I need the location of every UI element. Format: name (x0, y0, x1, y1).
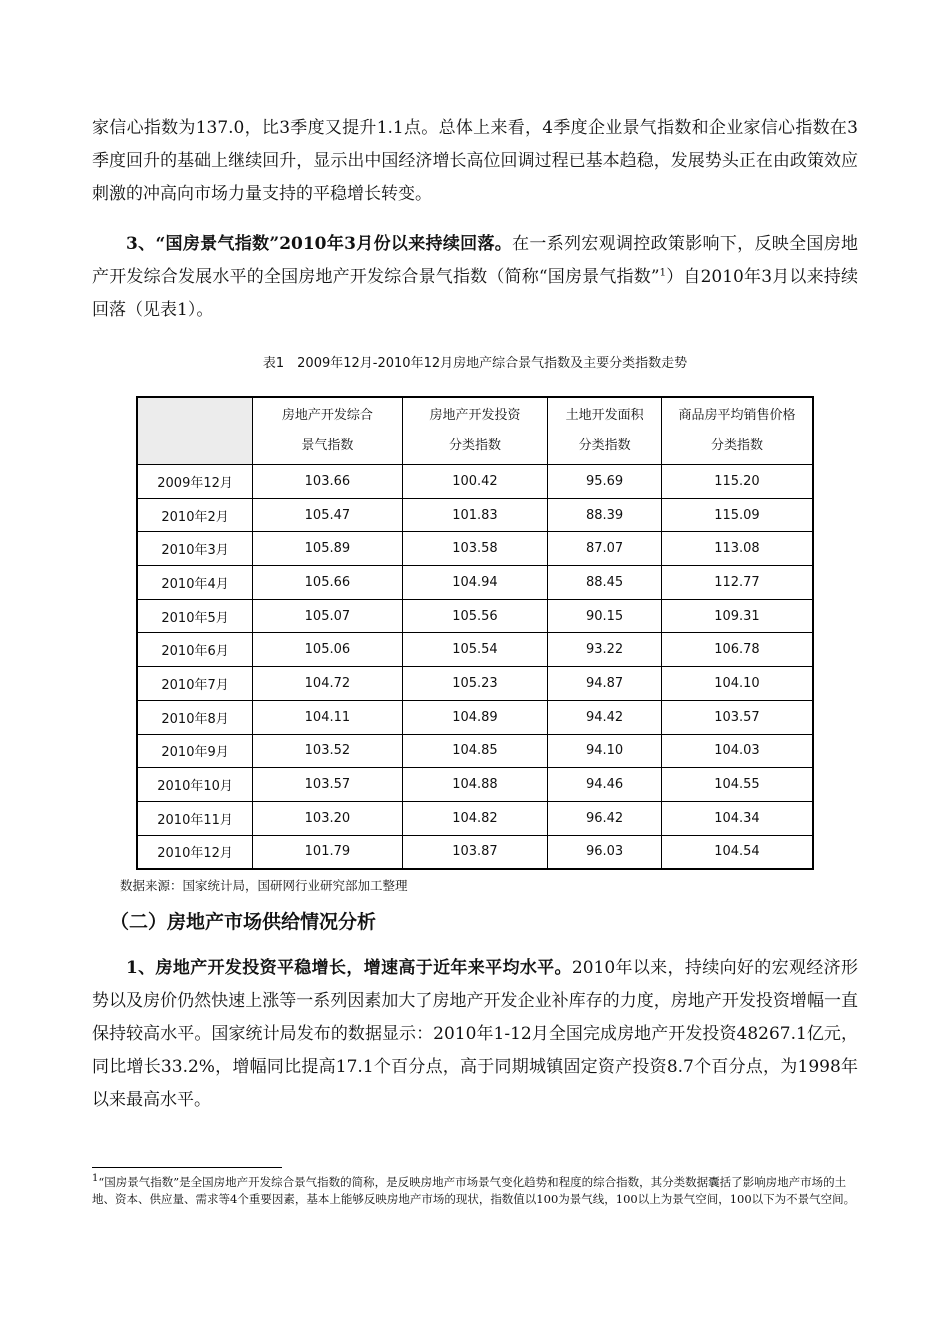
table-cell: 103.20 (253, 801, 403, 835)
table-cell: 104.11 (253, 700, 403, 734)
row-label: 2010年3月 (137, 532, 253, 566)
table-cell: 103.66 (253, 465, 403, 499)
table-row (137, 532, 813, 566)
table-row (137, 633, 813, 667)
table-cell: 112.77 (661, 566, 813, 600)
table-cell: 115.09 (661, 498, 813, 532)
table-row (137, 835, 813, 869)
table-cell: 104.72 (253, 667, 403, 701)
table-cell: 104.85 (402, 734, 548, 768)
table-cell: 105.47 (253, 498, 403, 532)
column-header: 房地产开发投资 分类指数 (402, 397, 548, 465)
row-label: 2010年10月 (137, 768, 253, 802)
section-heading: （二）房地产市场供给情况分析 (110, 911, 377, 933)
table-row (137, 734, 813, 768)
paragraph-lead: 1、房地产开发投资平稳增长，增速高于近年来平均水平。 (126, 958, 572, 978)
table-cell: 96.42 (548, 801, 662, 835)
table-cell: 105.07 (253, 599, 403, 633)
table-cell: 105.23 (402, 667, 548, 701)
table-cell: 101.83 (402, 498, 548, 532)
table-cell: 103.87 (402, 835, 548, 869)
footnote-ref[interactable]: 1 (659, 267, 667, 279)
index-table (136, 396, 814, 870)
paragraph-investment (92, 952, 858, 1117)
table-source-note: 数据来源：国家统计局，国研网行业研究部加工整理 (120, 878, 408, 893)
table-cell: 87.07 (548, 532, 662, 566)
table-cell: 105.89 (253, 532, 403, 566)
table-cell: 104.55 (661, 768, 813, 802)
table-cell: 103.57 (661, 700, 813, 734)
table-cell: 106.78 (661, 633, 813, 667)
row-label: 2009年12月 (137, 465, 253, 499)
table-cell: 94.46 (548, 768, 662, 802)
table-cell: 105.06 (253, 633, 403, 667)
table-cell: 104.94 (402, 566, 548, 600)
table-corner-cell (137, 397, 253, 465)
table-row (137, 566, 813, 600)
table-row (137, 465, 813, 499)
table-cell: 105.66 (253, 566, 403, 600)
table-cell: 104.54 (661, 835, 813, 869)
table-cell: 115.20 (661, 465, 813, 499)
table-cell: 104.34 (661, 801, 813, 835)
row-label: 2010年4月 (137, 566, 253, 600)
row-label: 2010年2月 (137, 498, 253, 532)
table-cell: 104.82 (402, 801, 548, 835)
table-cell: 109.31 (661, 599, 813, 633)
table-cell: 88.39 (548, 498, 662, 532)
table-cell: 95.69 (548, 465, 662, 499)
row-label: 2010年7月 (137, 667, 253, 701)
column-header: 土地开发面积 分类指数 (548, 397, 662, 465)
table-cell: 103.58 (402, 532, 548, 566)
table-cell: 94.42 (548, 700, 662, 734)
table-cell: 101.79 (253, 835, 403, 869)
row-label: 2010年12月 (137, 835, 253, 869)
table-cell: 104.89 (402, 700, 548, 734)
table-cell: 94.10 (548, 734, 662, 768)
row-label: 2010年5月 (137, 599, 253, 633)
table-row (137, 498, 813, 532)
footnote-divider (92, 1167, 282, 1168)
row-label: 2010年6月 (137, 633, 253, 667)
table-cell: 105.56 (402, 599, 548, 633)
table-row (137, 768, 813, 802)
table-row (137, 599, 813, 633)
table-row (137, 801, 813, 835)
paragraph-housing-index (92, 228, 858, 327)
footnote-mark: 1 (92, 1173, 99, 1185)
table-row (137, 700, 813, 734)
paragraph-body: 在一系列宏观调控政策影响下，反映全国房地产开发综合发展水平的全国房地产开发综合景气指数（简称“国房景气指数” (92, 234, 859, 287)
row-label: 2010年9月 (137, 734, 253, 768)
table-cell: 104.88 (402, 768, 548, 802)
table-caption: 表1 2009年12月-2010年12月房地产综合景气指数及主要分类指数走势 (262, 356, 688, 371)
footnote-text: “国房景气指数”是全国房地产开发综合景气指数的简称，是反映房地产市场景气变化趋势和程度的综合指数，其分类数据囊括了影响房地产市场的土地、资本、供应量、需求等4个重要因素，基本上能够反映房地产市场的现状，指数值以100为景气线，100以上为景气空间，100以下为不景气空间。 (92, 1175, 856, 1206)
paragraph-body: 2010年以来，持续向好的宏观经济形势以及房价仍然快速上涨等一系列因素加大了房地产开发企业补库存的力度，房地产开发投资增幅一直保持较高水平。国家统计局发布的数据显示：2010年1-12月全国完成房地产开发投资48267.1亿元，同比增长33.2%，增幅同比提高17.1个百分点，高于同期城镇固定资产投资8.7个百分点，为1998年以来最高水平。 (92, 958, 859, 1110)
table-cell: 105.54 (402, 633, 548, 667)
paragraph-lead: 3、“国房景气指数”2010年3月份以来持续回落。 (126, 234, 513, 254)
paragraph-confidence-index: 家信心指数为137.0，比3季度又提升1.1点。总体上来看，4季度企业景气指数和企业家信心指数在3季度回升的基础上继续回升，显示出中国经济增长高位回调过程已基本趋稳，发展势头正在由政策效应刺激的冲高向市场力量支持的平稳增长转变。 (92, 118, 858, 204)
column-header: 商品房平均销售价格 分类指数 (661, 397, 813, 465)
paragraph-tail: ）自2010年3月以来持续回落（见表1）。 (92, 267, 858, 320)
column-header: 房地产开发综合 景气指数 (253, 397, 403, 465)
table-cell: 104.03 (661, 734, 813, 768)
table-cell: 90.15 (548, 599, 662, 633)
footnote (92, 1174, 858, 1208)
table-cell: 88.45 (548, 566, 662, 600)
table-header-row (137, 397, 813, 465)
table-cell: 93.22 (548, 633, 662, 667)
table-cell: 94.87 (548, 667, 662, 701)
row-label: 2010年8月 (137, 700, 253, 734)
table-cell: 113.08 (661, 532, 813, 566)
table-cell: 103.57 (253, 768, 403, 802)
table-cell: 96.03 (548, 835, 662, 869)
table-cell: 103.52 (253, 734, 403, 768)
row-label: 2010年11月 (137, 801, 253, 835)
table-cell: 100.42 (402, 465, 548, 499)
table-row (137, 667, 813, 701)
table-cell: 104.10 (661, 667, 813, 701)
